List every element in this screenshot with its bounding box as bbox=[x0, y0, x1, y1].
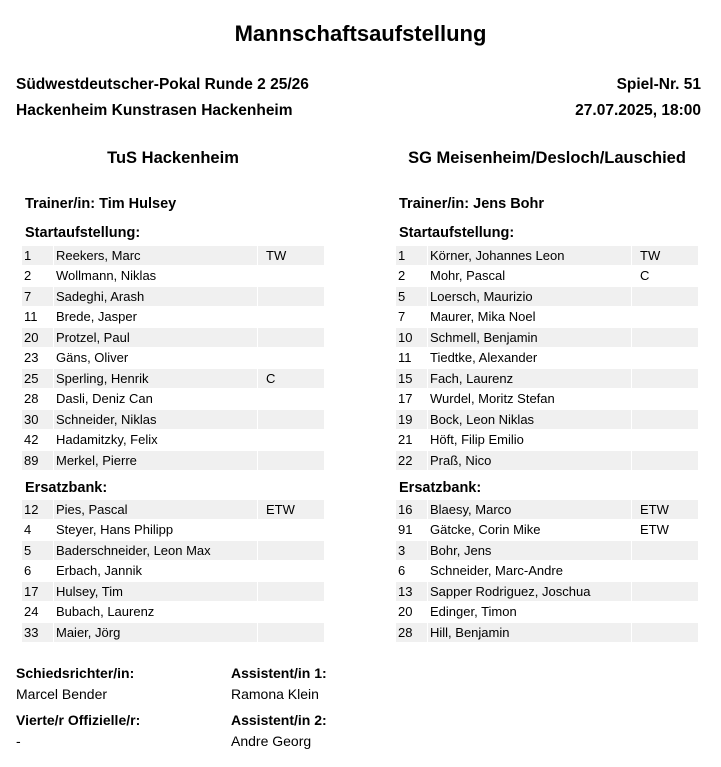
player-name: Schneider, Marc-Andre bbox=[428, 561, 632, 580]
player-row bbox=[22, 368, 324, 389]
player-name: Protzel, Paul bbox=[54, 328, 258, 347]
player-number: 25 bbox=[22, 369, 54, 388]
player-number: 11 bbox=[22, 307, 54, 326]
player-row bbox=[396, 409, 698, 430]
home-team-name: TuS Hackenheim bbox=[107, 149, 239, 167]
player-role bbox=[632, 307, 698, 326]
player-role: ETW bbox=[258, 500, 324, 519]
away-bench-label: Ersatzbank: bbox=[399, 480, 482, 496]
player-role bbox=[258, 541, 324, 560]
player-row bbox=[22, 266, 324, 287]
player-role bbox=[632, 561, 698, 580]
player-row bbox=[396, 622, 698, 643]
player-name: Bohr, Jens bbox=[428, 541, 632, 560]
player-role: C bbox=[258, 369, 324, 388]
referee-name: Marcel Bender bbox=[16, 686, 108, 702]
player-name: Maurer, Mika Noel bbox=[428, 307, 632, 326]
player-name: Gätcke, Corin Mike bbox=[428, 520, 632, 539]
player-row bbox=[396, 430, 698, 451]
home-bench-list bbox=[22, 499, 324, 643]
player-row bbox=[396, 286, 698, 307]
player-name: Sadeghi, Arash bbox=[54, 287, 258, 306]
player-name: Tiedtke, Alexander bbox=[428, 348, 632, 367]
player-number: 19 bbox=[396, 410, 428, 429]
player-number: 89 bbox=[22, 451, 54, 470]
player-name: Schneider, Niklas bbox=[54, 410, 258, 429]
player-role bbox=[632, 369, 698, 388]
player-number: 21 bbox=[396, 430, 428, 449]
player-role bbox=[258, 623, 324, 642]
player-row bbox=[22, 307, 324, 328]
player-row bbox=[22, 602, 324, 623]
player-name: Wurdel, Moritz Stefan bbox=[428, 389, 632, 408]
player-name: Schmell, Benjamin bbox=[428, 328, 632, 347]
player-number: 13 bbox=[396, 582, 428, 601]
player-number: 17 bbox=[396, 389, 428, 408]
player-role bbox=[258, 520, 324, 539]
player-number: 7 bbox=[22, 287, 54, 306]
player-role bbox=[258, 307, 324, 326]
player-row bbox=[396, 389, 698, 410]
competition: Südwestdeutscher-Pokal Runde 2 25/26 bbox=[16, 76, 309, 93]
player-row bbox=[396, 602, 698, 623]
player-row bbox=[22, 327, 324, 348]
player-role bbox=[258, 602, 324, 621]
player-number: 28 bbox=[396, 623, 428, 642]
player-number: 1 bbox=[22, 246, 54, 265]
player-name: Loersch, Maurizio bbox=[428, 287, 632, 306]
player-row bbox=[396, 348, 698, 369]
player-role: ETW bbox=[640, 522, 669, 538]
player-name: Praß, Nico bbox=[428, 451, 632, 470]
player-name: Maier, Jörg bbox=[54, 623, 258, 642]
player-name: Hill, Benjamin bbox=[428, 623, 632, 642]
player-number: 15 bbox=[396, 369, 428, 388]
player-row bbox=[22, 622, 324, 643]
player-name: Pies, Pascal bbox=[54, 500, 258, 519]
player-number: 20 bbox=[22, 328, 54, 347]
player-name: Steyer, Hans Philipp bbox=[54, 520, 258, 539]
player-name: Bubach, Laurenz bbox=[54, 602, 258, 621]
player-name: Dasli, Deniz Can bbox=[54, 389, 258, 408]
player-name: Reekers, Marc bbox=[54, 246, 258, 265]
player-name: Gäns, Oliver bbox=[54, 348, 258, 367]
player-name: Brede, Jasper bbox=[54, 307, 258, 326]
player-number: 2 bbox=[22, 266, 54, 285]
player-row bbox=[22, 409, 324, 430]
player-name: Hulsey, Tim bbox=[54, 582, 258, 601]
player-number: 11 bbox=[396, 348, 428, 367]
player-row bbox=[396, 561, 698, 582]
player-number: 28 bbox=[22, 389, 54, 408]
away-coach: Trainer/in: Jens Bohr bbox=[399, 196, 545, 212]
player-role bbox=[258, 328, 324, 347]
player-name: Mohr, Pascal bbox=[428, 266, 632, 285]
player-role bbox=[258, 287, 324, 306]
player-row bbox=[396, 327, 698, 348]
player-role bbox=[258, 430, 324, 449]
player-number: 1 bbox=[396, 246, 428, 265]
assistant1-label: Assistent/in 1: bbox=[231, 665, 327, 681]
venue: Hackenheim Kunstrasen Hackenheim bbox=[16, 102, 293, 119]
player-number: 12 bbox=[22, 500, 54, 519]
player-name: Körner, Johannes Leon bbox=[428, 246, 632, 265]
player-number: 17 bbox=[22, 582, 54, 601]
player-row bbox=[396, 307, 698, 328]
player-row bbox=[22, 286, 324, 307]
player-role bbox=[632, 451, 698, 470]
player-role: TW bbox=[258, 246, 324, 265]
player-name: Hadamitzky, Felix bbox=[54, 430, 258, 449]
player-row bbox=[396, 266, 698, 287]
fourth-official-label: Vierte/r Offizielle/r: bbox=[16, 712, 141, 728]
away-starting-list bbox=[396, 245, 698, 471]
player-row bbox=[396, 499, 698, 520]
player-row bbox=[22, 540, 324, 561]
player-name: Sapper Rodriguez, Joschua bbox=[428, 582, 632, 601]
player-role bbox=[632, 582, 698, 601]
player-role bbox=[258, 389, 324, 408]
player-name: Baderschneider, Leon Max bbox=[54, 541, 258, 560]
player-number: 23 bbox=[22, 348, 54, 367]
player-role bbox=[258, 348, 324, 367]
player-name: Wollmann, Niklas bbox=[54, 266, 258, 285]
player-row bbox=[22, 581, 324, 602]
player-number: 42 bbox=[22, 430, 54, 449]
player-number: 7 bbox=[396, 307, 428, 326]
player-row bbox=[396, 581, 698, 602]
player-role bbox=[632, 430, 698, 449]
referee-label: Schiedsrichter/in: bbox=[16, 665, 135, 681]
home-starting-list bbox=[22, 245, 324, 471]
player-number: 20 bbox=[396, 602, 428, 621]
player-number: 24 bbox=[22, 602, 54, 621]
player-name: Merkel, Pierre bbox=[54, 451, 258, 470]
home-bench-label: Ersatzbank: bbox=[25, 480, 108, 496]
player-number: 91 bbox=[396, 520, 428, 539]
player-number: 22 bbox=[396, 451, 428, 470]
home-starting-label: Startaufstellung: bbox=[25, 225, 141, 241]
player-name: Sperling, Henrik bbox=[54, 369, 258, 388]
player-role bbox=[632, 328, 698, 347]
player-row bbox=[22, 561, 324, 582]
player-row bbox=[22, 499, 324, 520]
player-row bbox=[22, 430, 324, 451]
player-number: 2 bbox=[396, 266, 428, 285]
player-number: 5 bbox=[22, 541, 54, 560]
player-role: TW bbox=[632, 246, 698, 265]
player-role bbox=[632, 541, 698, 560]
player-row bbox=[22, 348, 324, 369]
player-number: 4 bbox=[22, 520, 54, 539]
player-role bbox=[258, 266, 324, 285]
player-role: C bbox=[640, 268, 650, 284]
player-number: 3 bbox=[396, 541, 428, 560]
player-role bbox=[258, 561, 324, 580]
player-role: ETW bbox=[632, 500, 698, 519]
player-row bbox=[396, 245, 698, 266]
player-number: 10 bbox=[396, 328, 428, 347]
player-role bbox=[632, 348, 698, 367]
match-datetime: 27.07.2025, 18:00 bbox=[575, 102, 701, 119]
player-name: Erbach, Jannik bbox=[54, 561, 258, 580]
player-row bbox=[396, 368, 698, 389]
player-number: 30 bbox=[22, 410, 54, 429]
player-row bbox=[22, 245, 324, 266]
away-team-name: SG Meisenheim/Desloch/Lauschied bbox=[408, 149, 686, 167]
player-number: 16 bbox=[396, 500, 428, 519]
game-number: Spiel-Nr. 51 bbox=[616, 76, 701, 93]
player-role bbox=[632, 602, 698, 621]
player-number: 6 bbox=[22, 561, 54, 580]
player-row bbox=[396, 450, 698, 471]
away-bench-list bbox=[396, 499, 698, 643]
player-row bbox=[22, 450, 324, 471]
player-role bbox=[632, 287, 698, 306]
player-row bbox=[396, 540, 698, 561]
player-name: Blaesy, Marco bbox=[428, 500, 632, 519]
player-role bbox=[632, 623, 698, 642]
player-name: Höft, Filip Emilio bbox=[428, 430, 632, 449]
player-role bbox=[258, 582, 324, 601]
assistant1-name: Ramona Klein bbox=[231, 686, 319, 702]
assistant2-label: Assistent/in 2: bbox=[231, 712, 327, 728]
player-name: Fach, Laurenz bbox=[428, 369, 632, 388]
player-row bbox=[396, 520, 698, 541]
player-role bbox=[258, 410, 324, 429]
fourth-official-name: - bbox=[16, 733, 21, 749]
player-name: Edinger, Timon bbox=[428, 602, 632, 621]
player-row bbox=[22, 520, 324, 541]
player-role bbox=[632, 389, 698, 408]
page-title: Mannschaftsaufstellung bbox=[234, 21, 487, 46]
away-starting-label: Startaufstellung: bbox=[399, 225, 515, 241]
player-number: 5 bbox=[396, 287, 428, 306]
player-row bbox=[22, 389, 324, 410]
player-number: 6 bbox=[396, 561, 428, 580]
player-name: Bock, Leon Niklas bbox=[428, 410, 632, 429]
assistant2-name: Andre Georg bbox=[231, 733, 312, 749]
player-role bbox=[632, 410, 698, 429]
player-role bbox=[258, 451, 324, 470]
player-number: 33 bbox=[22, 623, 54, 642]
home-coach: Trainer/in: Tim Hulsey bbox=[25, 196, 177, 212]
